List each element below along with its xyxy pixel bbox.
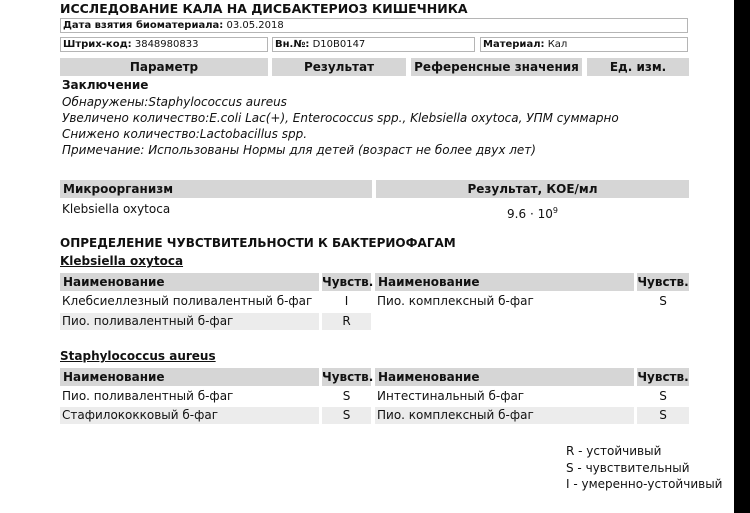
phage-name: Интестинальный б-фаг (377, 389, 525, 403)
phage-name: Пио. поливалентный б-фаг (62, 389, 234, 403)
phage-name: Пио. комплексный б-фаг (375, 407, 634, 424)
col-parameter: Параметр (60, 58, 268, 76)
col-name: Наименование (375, 368, 634, 386)
phage-name: Пио. комплексный б-фаг (377, 294, 534, 308)
col-sensitivity: Чувств. (322, 275, 374, 289)
col-name: Наименование (375, 273, 634, 291)
col-result: Результат (272, 58, 406, 76)
microorganism-name: Klebsiella oxytoca (62, 202, 171, 216)
col-sensitivity: Чувств. (637, 370, 689, 384)
col-cfu-result: Результат, КОЕ/мл (376, 180, 689, 198)
phage-sensitivity: S (637, 407, 689, 424)
conclusion-line: Примечание: Использованы Нормы для детей (возраст не более двух лет) (62, 143, 536, 157)
organism-heading: Klebsiella oxytoca (60, 254, 184, 268)
conclusion-line: Обнаружены:Staphylococcus aureus (62, 95, 287, 109)
phage-name: Стафилококковый б-фаг (60, 407, 319, 424)
col-microorganism: Микроорганизм (60, 180, 372, 198)
conclusion-line: Снижено количество:Lactobacillus spp. (62, 127, 308, 141)
conclusion-line: Увеличено количество:E.coli Lac(+), Enterococcus spp., Klebsiella oxytoca, УПМ суммарно (62, 111, 619, 125)
material-field: Материал: Кал (480, 37, 688, 52)
phage-sensitivity: S (342, 389, 351, 403)
phage-sensitivity: S (322, 407, 371, 424)
internal-number-field: Вн.№: D10B0147 (272, 37, 475, 52)
report-title: ИССЛЕДОВАНИЕ КАЛА НА ДИСБАКТЕРИОЗ КИШЕЧНИКА (60, 1, 468, 16)
microorganism-value: $9.6 \cdot 10^9$ (507, 206, 558, 221)
legend-item: R - устойчивый (566, 444, 662, 458)
legend-item: I - умеренно-устойчивый (566, 477, 723, 491)
sample-date-field: Дата взятия биоматериала: 03.05.2018 (60, 18, 688, 33)
col-name: Наименование (60, 273, 319, 291)
col-reference: Референсные значения (411, 58, 582, 76)
phage-sensitivity: R (322, 313, 371, 330)
phage-name: Клебсиеллезный поливалентный б-фаг (62, 294, 313, 308)
col-units: Ед. изм. (587, 58, 689, 76)
phage-sensitivity: I (344, 294, 349, 308)
phage-section-title: ОПРЕДЕЛЕНИЕ ЧУВСТВИТЕЛЬНОСТИ К БАКТЕРИОФАГАМ (60, 236, 456, 250)
conclusion-heading: Заключение (62, 78, 149, 92)
col-sensitivity: Чувств. (322, 370, 374, 384)
phage-sensitivity: S (659, 389, 667, 403)
phage-name: Пио. поливалентный б-фаг (60, 313, 319, 330)
barcode-field: Штрих-код: 3848980833 (60, 37, 268, 52)
phage-sensitivity: S (659, 294, 667, 308)
organism-heading: Staphylococcus aureus (60, 349, 216, 363)
legend-item: S - чувствительный (566, 461, 690, 475)
col-sensitivity: Чувств. (637, 275, 689, 289)
col-name: Наименование (60, 368, 319, 386)
